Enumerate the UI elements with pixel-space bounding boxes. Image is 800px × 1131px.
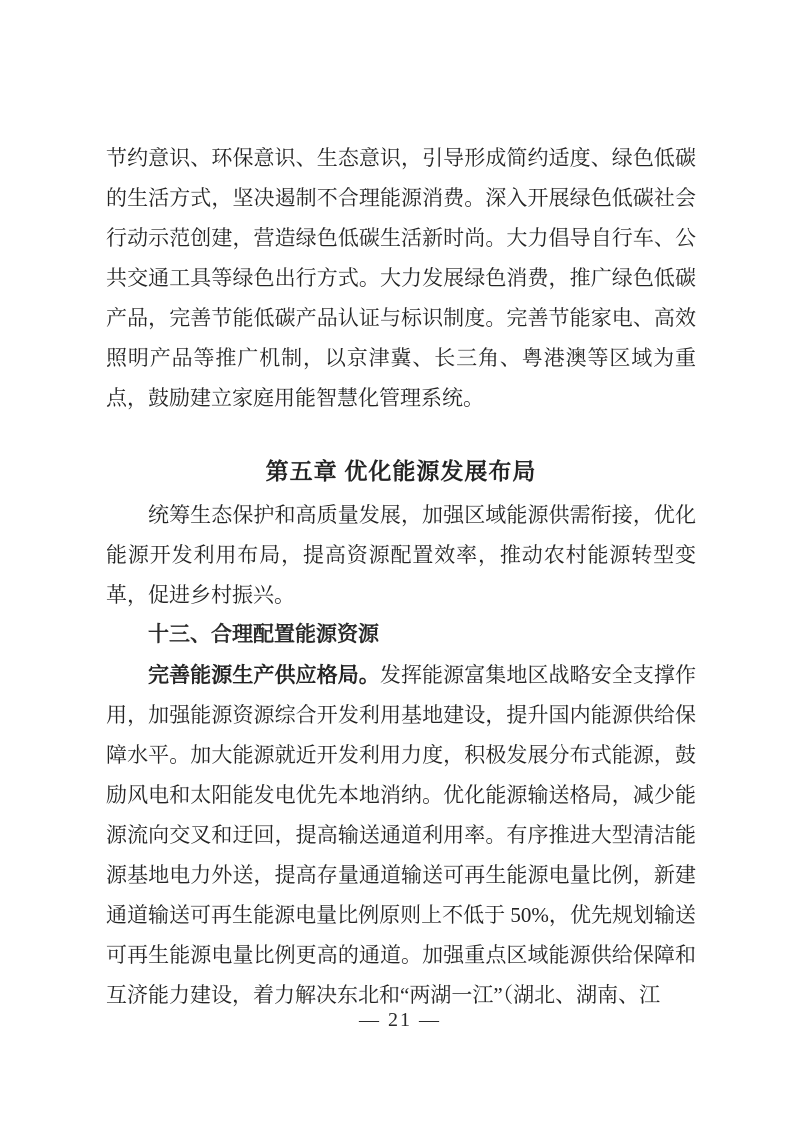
section-paragraph bbox=[106, 655, 696, 1015]
chapter-intro-paragraph: 统筹生态保护和高质量发展，加强区域能源供需衔接，优化能源开发利用布局，提高资源配置效率，推动农村能源转型变革，促进乡村振兴。 bbox=[106, 503, 696, 607]
page-content bbox=[106, 138, 696, 1015]
section-heading: 十三、合理配置能源资源 bbox=[148, 623, 379, 646]
section-paragraph-body: 发挥能源富集地区战略安全支撑作用，加强能源资源综合开发利用基地建设，提升国内能源供给保障水平。加大能源就近开发利用力度，积极发展分布式能源，鼓励风电和太阳能发电优先本地消纳。优化能源输送格局，减少能源流向交叉和迂回，提高输送通道利用率。有序推进大型清洁能源基地电力外送，提高存量通道输送可再生能源电量比例，新建通道输送可再生能源电量比例原则上不低于 50%，优先规划输送可再生能源电量比例更高的通道。加强重点区域能源供给保障和互济能力建设，着力解决东北和“两湖一江”（湖北、湖南、江 bbox=[106, 663, 697, 1007]
page-number: — 21 — bbox=[359, 1009, 441, 1031]
paragraph-continuation: 节约意识、环保意识、生态意识，引导形成简约适度、绿色低碳的生活方式，坚决遏制不合理能源消费。深入开展绿色低碳社会行动示范创建，营造绿色低碳生活新时尚。大力倡导自行车、公共交通工具等绿色出行方式。大力发展绿色消费，推广绿色低碳产品，完善节能低碳产品认证与标识制度。完善节能家电、高效照明产品等推广机制，以京津冀、长三角、粤港澳等区域为重点，鼓励建立家庭用能智慧化管理系统。 bbox=[106, 146, 696, 410]
chapter-heading: 第五章 优化能源发展布局 bbox=[265, 459, 537, 484]
section-paragraph-lead-bold: 完善能源生产供应格局。 bbox=[148, 663, 380, 687]
